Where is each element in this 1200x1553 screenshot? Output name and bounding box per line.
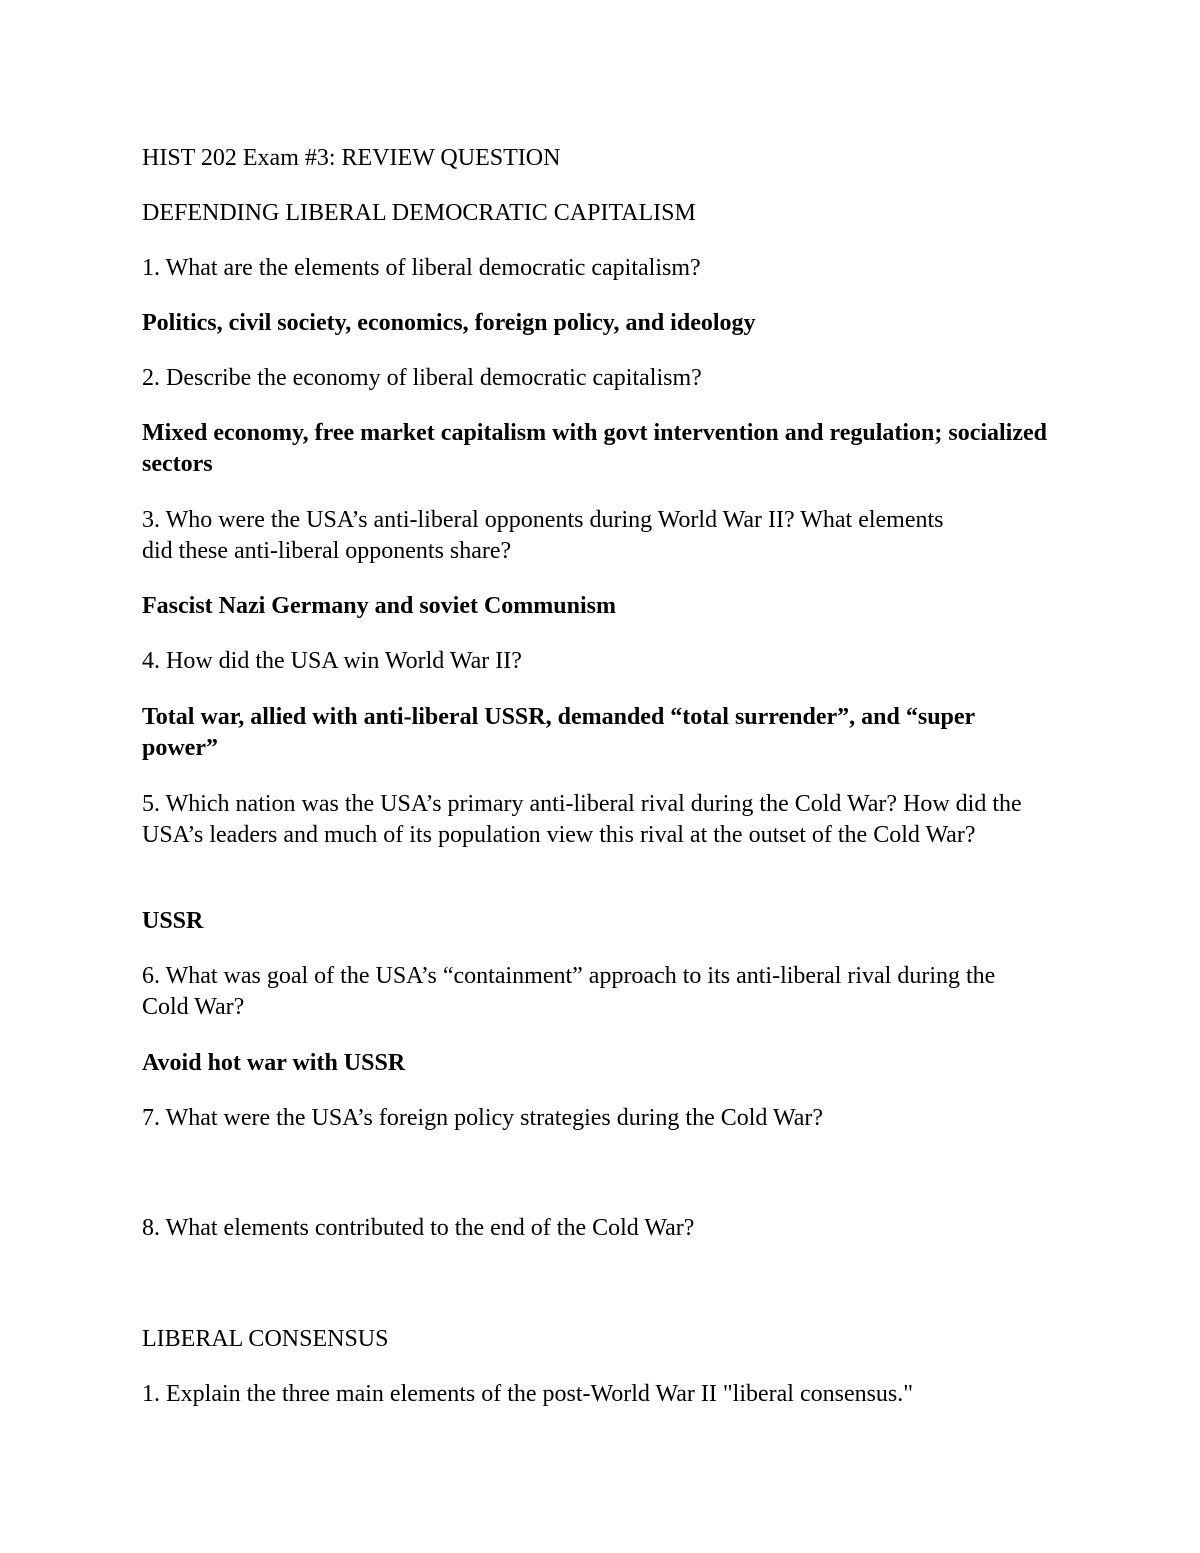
section-heading-defending: DEFENDING LIBERAL DEMOCRATIC CAPITALISM (142, 200, 696, 226)
consensus-question-1: 1. Explain the three main elements of the post-World War II "liberal consensus." (142, 1381, 914, 1407)
answer-3: Fascist Nazi Germany and soviet Communism (142, 593, 616, 619)
section-heading-liberal-consensus: LIBERAL CONSENSUS (142, 1326, 389, 1352)
question-1: 1. What are the elements of liberal democratic capitalism? (142, 255, 701, 281)
answer-1: Politics, civil society, economics, foreign policy, and ideology (142, 310, 756, 336)
answer-5: USSR (142, 908, 204, 934)
answer-2: Mixed economy, free market capitalism with govt intervention and regulation; socialized sectors (142, 420, 1048, 477)
answer-4: Total war, allied with anti-liberal USSR, demanded “total surrender”, and “super power” (142, 704, 975, 761)
question-3: 3. Who were the USA’s anti-liberal opponents during World War II? What elements did these anti-liberal opponents share? (142, 507, 944, 564)
document-title: HIST 202 Exam #3: REVIEW QUESTION (142, 145, 561, 171)
question-2: 2. Describe the economy of liberal democratic capitalism? (142, 365, 702, 391)
question-5: 5. Which nation was the USA’s primary anti-liberal rival during the Cold War? How did the USA’s leaders and much of its population view this rival at the outset of the Cold War? (142, 791, 1022, 848)
answer-6: Avoid hot war with USSR (142, 1050, 406, 1076)
question-6: 6. What was goal of the USA’s “containment” approach to its anti-liberal rival during the Cold War? (142, 963, 996, 1020)
question-4: 4. How did the USA win World War II? (142, 648, 522, 674)
question-8: 8. What elements contributed to the end of the Cold War? (142, 1215, 695, 1241)
question-7: 7. What were the USA’s foreign policy strategies during the Cold War? (142, 1105, 824, 1131)
